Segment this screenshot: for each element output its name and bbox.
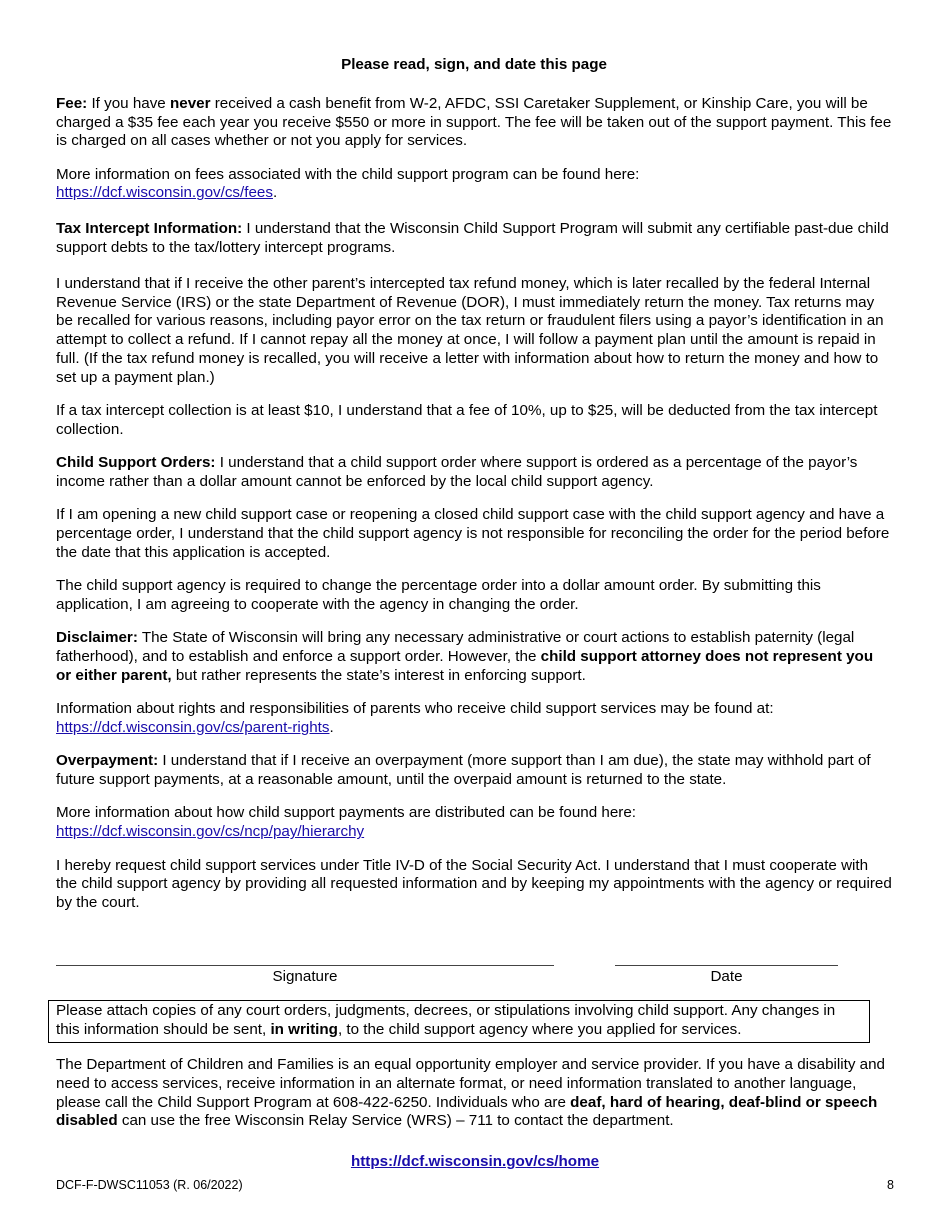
equal-opportunity-paragraph (56, 1056, 886, 1131)
disclaimer-label: Disclaimer: (56, 629, 138, 647)
rights-link-period: . (329, 719, 334, 737)
home-link[interactable]: https://dcf.wisconsin.gov/cs/home (350, 1153, 600, 1170)
disclaimer-bold: child support attorney does not represent you or either parent, (56, 648, 874, 684)
tax-intercept-label: Tax Intercept Information: (56, 220, 243, 238)
tax-intercept-paragraph (56, 220, 892, 258)
orders-change-paragraph: The child support agency is required to change the percentage order into a dollar amount order. By submitting this application, I am agreeing to cooperate with the agency in changing the order. (56, 577, 821, 614)
fee-paragraph (56, 95, 892, 151)
date-label: Date (710, 968, 743, 985)
hierarchy-link[interactable]: https://dcf.wisconsin.gov/cs/ncp/pay/hierarchy (56, 823, 365, 841)
fee-info-text: More information on fees associated with the child support program can be found here: (56, 165, 640, 183)
fee-never: never (169, 94, 211, 112)
tax-refund-paragraph: I understand that if I receive the other parent’s intercepted tax refund money, which is later recalled by the federal Internal Revenue Service (IRS) or the state Department of Revenue (DOR), I must immediately return the money. Tax returns may be recalled for various reasons, including payor error on the tax return or fraudulent filers using a payor’s identification in an attempt to collect a refund. If I cannot repay all the money at once, I will follow a payment plan until the amount is repaid in full. (If the tax refund money is recalled, you will receive a letter with information about how to return the money and how to set up a payment plan.) (56, 274, 884, 386)
disclaimer-text-1: The State of Wisconsin will bring any necessary administrative or court actions to establish paternity (legal fatherhood), and to establish and enforce a support order. However, the (56, 629, 855, 666)
date-line[interactable] (615, 965, 838, 966)
orders-reopen-paragraph: If I am opening a new child support case or reopening a closed child support case with the child support agency and have a percentage order, I understand that the child support agency is not responsible for reconciling the order for the period before the date that this application is accepted. (56, 506, 890, 561)
home-link-container (0, 1153, 950, 1172)
notice-text-2: , to the child support agency where you applied for services. (337, 1020, 742, 1038)
orders-label: Child Support Orders: (56, 454, 216, 472)
eeo-text-2: can use the free Wisconsin Relay Service (WRS) – 711 to contact the department. (117, 1112, 674, 1130)
disclaimer-text-2: but rather represents the state’s interest in enforcing support. (171, 666, 586, 684)
document-body (56, 56, 892, 927)
overpayment-paragraph (56, 752, 892, 790)
parent-rights-link[interactable]: https://dcf.wisconsin.gov/cs/parent-rights (56, 719, 330, 737)
attachments-notice-box (48, 1000, 870, 1043)
tax-intercept-text: I understand that the Wisconsin Child Support Program will submit any certifiable past-due child support debts to the tax/lottery intercept programs. (56, 220, 889, 257)
page-number: 8 (887, 1178, 894, 1192)
fee-text-1: If you have (87, 94, 170, 112)
overpayment-label: Overpayment: (56, 752, 159, 770)
overpayment-text: I understand that if I receive an overpayment (more support than I am due), the state may withhold part of future support payments, at a reasonable amount, until the overpaid amount is returned to the state. (56, 752, 871, 789)
signature-line[interactable] (56, 965, 554, 966)
rights-paragraph (56, 700, 892, 738)
eeo-bold: deaf, hard of hearing, deaf-blind or speech disabled (56, 1093, 878, 1130)
distribution-text: More information about how child support payments are distributed can be found here: (56, 804, 636, 822)
fees-link-period: . (272, 184, 278, 202)
tax-fee-paragraph: If a tax intercept collection is at least $10, I understand that a fee of 10%, up to $25, will be deducted from the tax intercept collection. (56, 402, 878, 438)
form-id: DCF-F-DWSC11053 (R. 06/2022) (56, 1178, 243, 1192)
orders-text: I understand that a child support order where support is ordered as a percentage of the payor’s income rather than a dollar amount cannot be enforced by the local child support agency. (56, 454, 858, 491)
signature-label: Signature (272, 968, 338, 985)
distribution-paragraph (56, 804, 892, 842)
fee-info-paragraph (56, 166, 892, 204)
eeo-text-1: The Department of Children and Families is an equal opportunity employer and service provider. If you have a disability and need to access services, receive information in an alternate format, or need information translated to another language, please call the Child Support Program at 608-422-6250. Individuals who are (56, 1056, 886, 1111)
rights-text: Information about rights and responsibilities of parents who receive child support services may be found at: (56, 700, 774, 718)
fee-text-2: received a cash benefit from W-2, AFDC, SSI Caretaker Supplement, or Kinship Care, you will be charged a $35 fee each year you receive $550 or more in support. The fee will be taken out of the support payment. This fee is charged on all cases whether or not you apply for services. (56, 94, 892, 150)
fees-link[interactable]: https://dcf.wisconsin.gov/cs/fees (56, 184, 273, 202)
request-paragraph: I hereby request child support services under Title IV-D of the Social Security Act. I understand that I must cooperate with the child support agency by providing all requested information and by keeping my appointments with the agency or required by the court. (56, 856, 892, 912)
fee-label: Fee: (56, 94, 88, 112)
notice-bold: in writing (270, 1020, 338, 1038)
page-title: Please read, sign, and date this page (341, 56, 607, 73)
disclaimer-paragraph (56, 629, 892, 685)
orders-paragraph (56, 454, 892, 492)
notice-text-1: Please attach copies of any court orders, judgments, decrees, or stipulations involving child support. Any changes in this information should be sent, (56, 1002, 836, 1038)
